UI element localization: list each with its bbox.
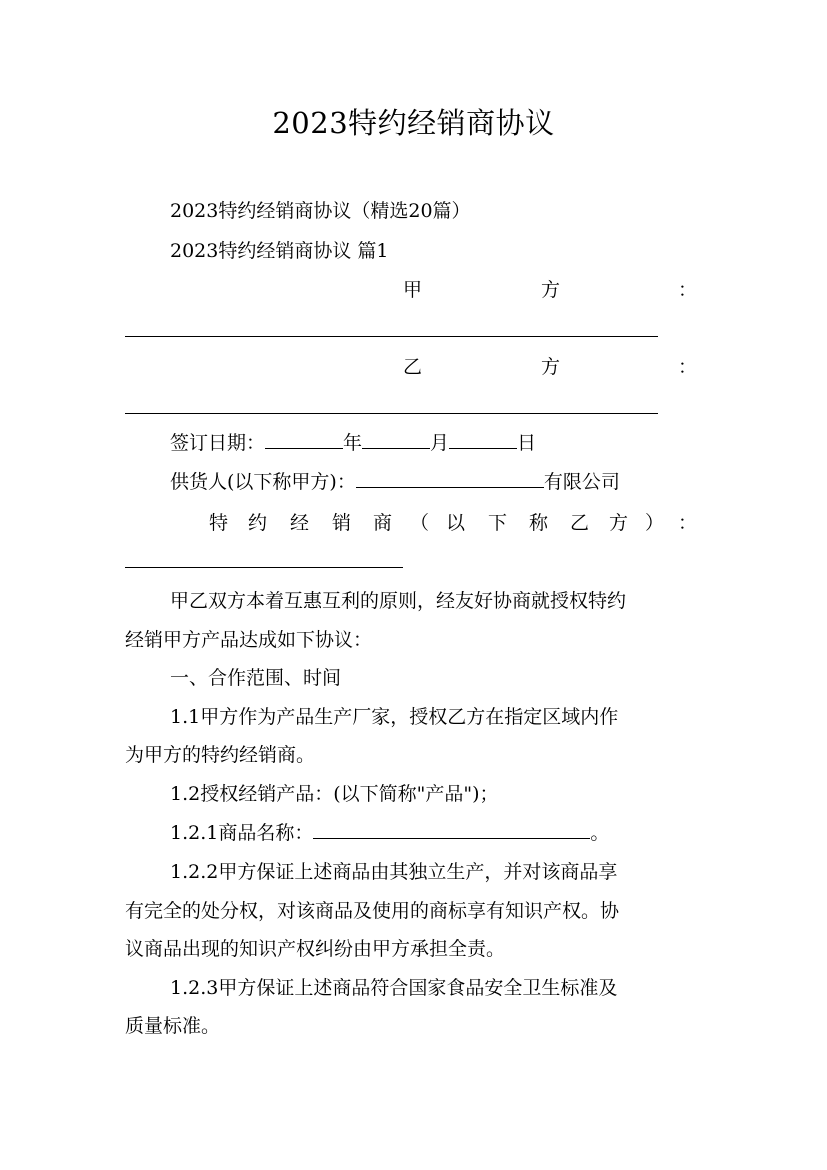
product-name-blank [313, 818, 590, 839]
dealer-char: ： [678, 512, 698, 534]
party-b-char-1: 乙 [403, 356, 423, 378]
paragraph-line: 为甲方的特约经销商。 [125, 744, 316, 766]
dealer-char: 商 [373, 512, 393, 534]
intro-line-1: 2023特约经销商协议（精选20篇） [170, 200, 471, 222]
product-name-end: 。 [590, 822, 610, 844]
month-label: 月 [430, 432, 450, 454]
party-b-char-2: 方 [541, 356, 561, 378]
paragraph-line: 经销甲方产品达成如下协议： [125, 629, 373, 651]
supplier-suffix: 有限公司 [543, 471, 620, 493]
year-label: 年 [343, 432, 363, 454]
month-blank [362, 428, 430, 449]
paragraph-line: 1.2授权经销产品：(以下简称"产品")； [170, 783, 499, 805]
paragraph-line: 1.2.2甲方保证上述商品由其独立生产，并对该商品享 [170, 861, 618, 883]
product-name-line [170, 818, 609, 848]
year-blank [265, 428, 343, 449]
intro-line-2: 2023特约经销商协议 篇1 [170, 240, 389, 262]
party-a-label [0, 275, 827, 305]
paragraph-line: 1.1甲方作为产品生产厂家，授权乙方在指定区域内作 [170, 706, 619, 728]
party-a-char-2: 方 [541, 279, 561, 301]
dealer-char: 方 [609, 512, 629, 534]
paragraph-line: 有完全的处分权，对该商品及使用的商标享有知识产权。协 [125, 900, 620, 922]
dealer-char: 称 [529, 512, 549, 534]
dealer-char: 销 [332, 512, 352, 534]
party-b-char-3: ： [678, 356, 698, 378]
party-a-blank [125, 336, 658, 337]
supplier-label: 供货人(以下称甲方)： [170, 471, 356, 493]
sign-date-label: 签订日期： [170, 432, 266, 454]
dealer-char: （ [410, 512, 430, 534]
supplier-blank [356, 467, 544, 488]
dealer-char: 特 [209, 512, 229, 534]
paragraph-line: 议商品出现的知识产权纠纷由甲方承担全责。 [125, 938, 506, 960]
party-b-blank [125, 413, 658, 414]
paragraph-line: 质量标准。 [125, 1015, 221, 1037]
document-title: 2023特约经销商协议 [272, 106, 555, 140]
supplier-line [170, 467, 620, 497]
dealer-char: ） [645, 512, 665, 534]
dealer-char: 经 [290, 512, 310, 534]
section-heading: 一、合作范围、时间 [170, 667, 342, 689]
dealer-char: 以 [446, 512, 466, 534]
party-b-label [0, 352, 827, 382]
day-label: 日 [517, 432, 537, 454]
dealer-char: 乙 [570, 512, 590, 534]
dealer-char: 下 [488, 512, 508, 534]
dealer-label [0, 508, 827, 538]
sign-date-line [170, 428, 536, 458]
party-a-char-3: ： [678, 279, 698, 301]
paragraph-line: 甲乙双方本着互惠互利的原则，经友好协商就授权特约 [170, 590, 627, 612]
product-name-label: 1.2.1商品名称： [170, 822, 314, 844]
dealer-blank [125, 567, 403, 568]
dealer-char: 约 [248, 512, 268, 534]
party-a-char-1: 甲 [403, 279, 423, 301]
day-blank [449, 428, 517, 449]
paragraph-line: 1.2.3甲方保证上述商品符合国家食品安全卫生标准及 [170, 977, 618, 999]
